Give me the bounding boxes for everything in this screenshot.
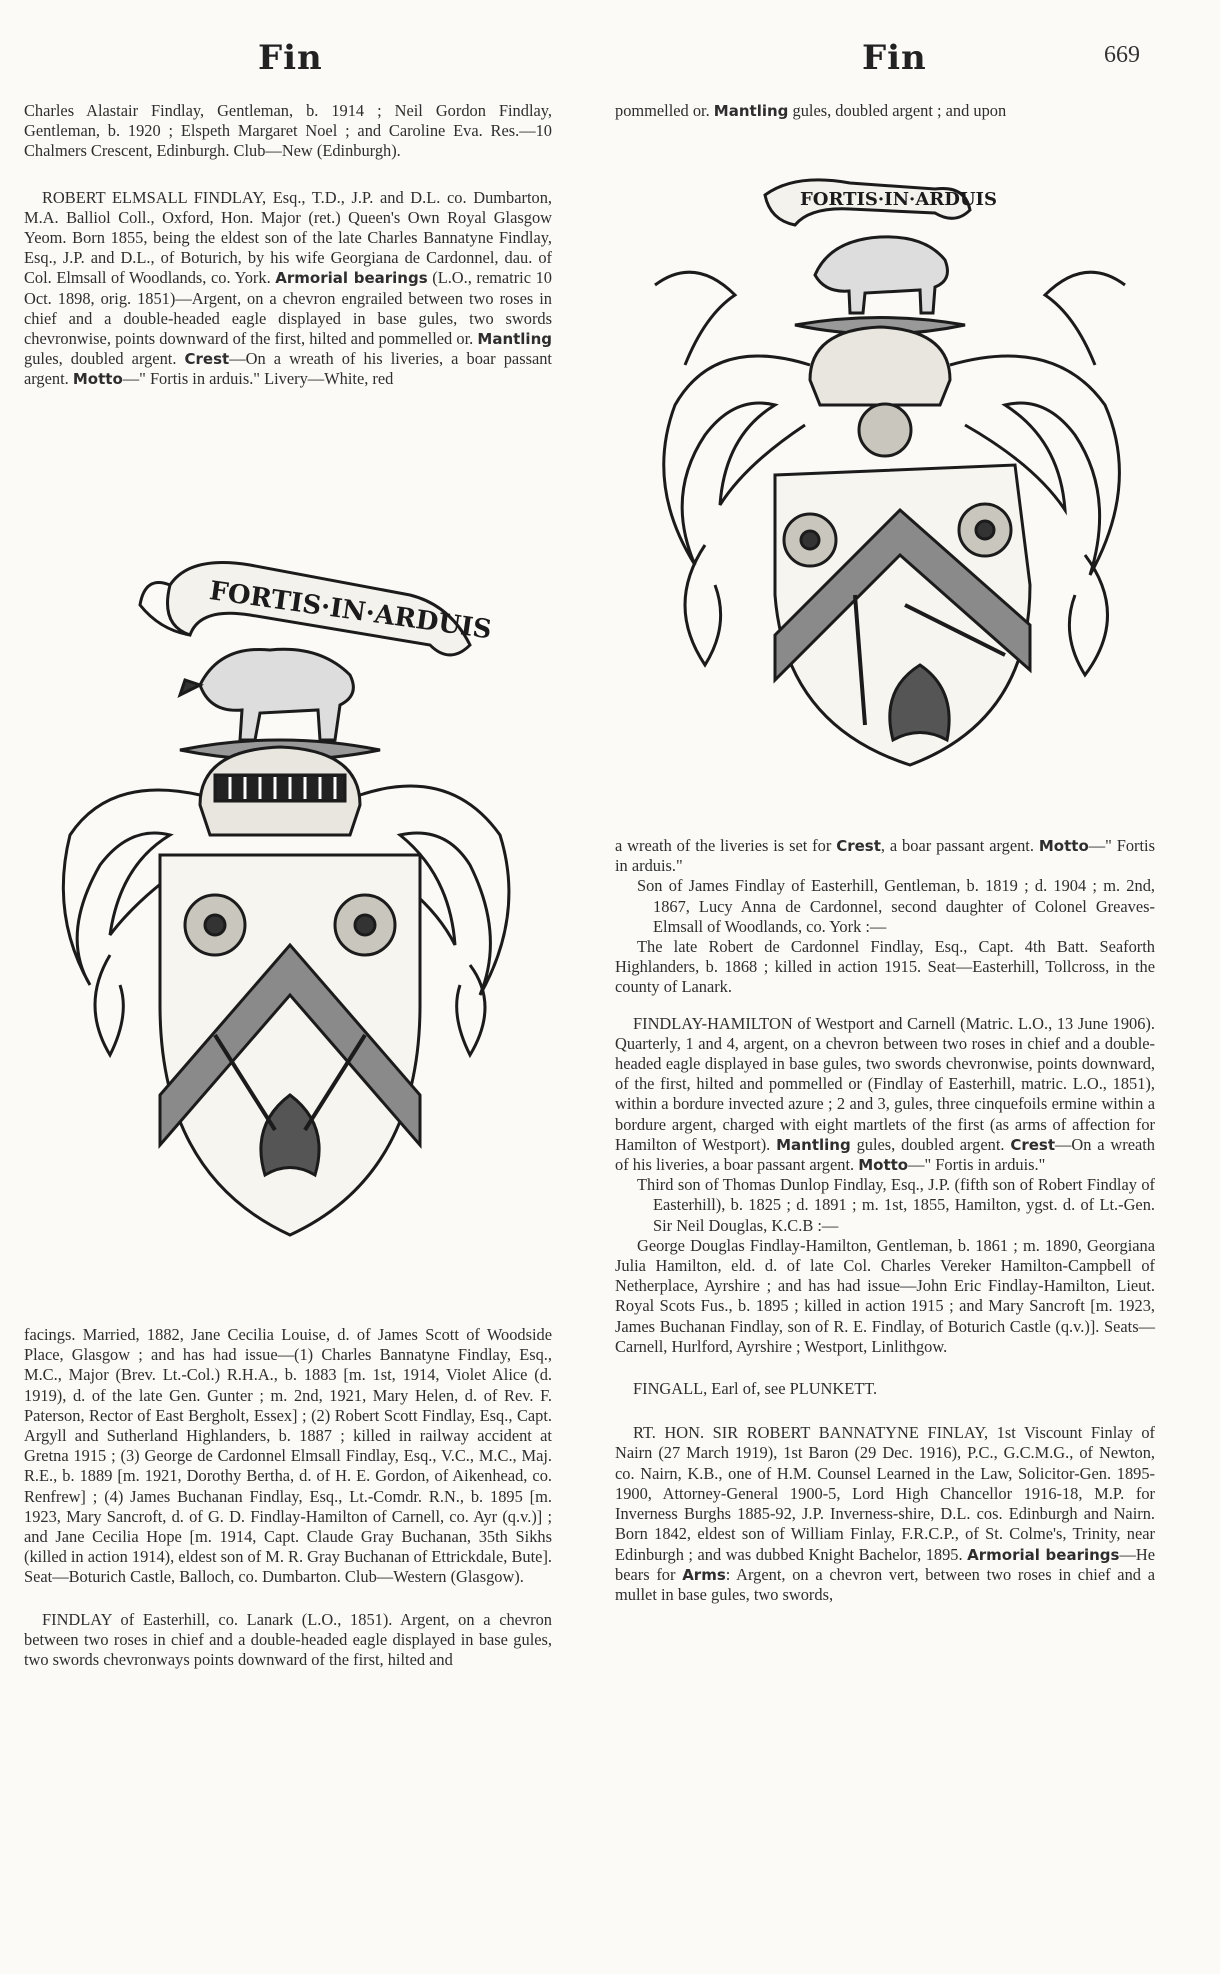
left-column-bottom <box>24 1325 552 1670</box>
mantling-label: Mantling <box>776 1135 851 1154</box>
entry-text: —" Fortis in arduis." Livery—White, red <box>122 369 394 389</box>
right-column-bottom <box>615 836 1155 1605</box>
motto-label: Motto <box>72 370 123 389</box>
entry-easterhill-crest <box>615 836 1155 876</box>
entry-text: —" Fortis in arduis." <box>908 1155 1046 1175</box>
entry-robert-elmsall-findlay <box>24 188 552 390</box>
entry-text: pommelled or. <box>615 101 710 120</box>
mantling-label: Mantling <box>713 102 789 120</box>
motto-scroll-text: FORTIS·IN·ARDUIS <box>800 189 997 210</box>
arms-label: Arms <box>682 1565 726 1584</box>
entry-text: gules, doubled argent. <box>24 349 177 369</box>
entry-findlay-easterhill: FINDLAY of Easterhill, co. Lanark (L.O., 1851). Argent, on a chevron between two roses in chief and a double-headed eagle displayed in base gules, two swords chevronways points downward of the first, hilted and <box>24 1609 552 1670</box>
left-column-top <box>24 101 552 390</box>
entry-text: FINDLAY-HAMILTON of Westport and Carnell (Matric. L.O., 13 June 1906). Quarterly, 1 and 4, argent, on a chevron between two roses in chief and a double-headed eagle displayed in base gules, two swords chevronwise, points downward, of the first, hilted and pommelled or (Findlay of Easterhill, matric. L.O., 1851), within a bordure invected azure ; 2 and 3, gules, three cinquefoils ermine within a bordure argent, charged with eight martlets of the first (as arms of affection for Hamilton of Westport). <box>615 1013 1155 1154</box>
entry-text: —On a wreath of his liveries, a boar passant argent. <box>615 1134 1155 1175</box>
entry-text: —He bears for <box>615 1544 1155 1584</box>
entry-text: a wreath of the liveries is set for <box>615 836 832 855</box>
entry-findlay-continued: Charles Alastair Findlay, Gentleman, b. 1914 ; Neil Gordon Findlay, Gentleman, b. 1920 ; Elspeth Margaret Noel ; and Caroline Eva. Res.—10 Chalmers Crescent, Edinburgh. Club—New (Edinburgh). <box>24 101 552 161</box>
right-column-top <box>615 101 1155 121</box>
mantling-label: Mantling <box>477 330 552 349</box>
entry-easterhill-continued <box>615 101 1155 121</box>
entry-fingall: FINGALL, Earl of, see PLUNKETT. <box>633 1379 878 1399</box>
entry-findlay-hamilton <box>615 1014 1155 1176</box>
entry-text: (L.O., rematric 10 Oct. 1898, orig. 1851)—Argent, on a chevron engrailed between two roses in chief and a double-headed eagle displayed in base gules, two swords chevronwise, points downward of the first, hilted and pommelled or. <box>24 268 552 349</box>
entry-text: : Argent, on a chevron vert, between two roses in chief and a mullet in base gules, two swords, <box>615 1564 1155 1604</box>
crest-label: Crest <box>836 837 881 855</box>
entry-george-douglas: George Douglas Findlay-Hamilton, Gentleman, b. 1861 ; m. 1890, Georgiana Julia Hamilton, eld. d. of late Col. Charles Vereker Hamilton-Campbell of Netherplace, Ayrshire ; and has had issue—John Eric Findlay-Hamilton, Lieut. Royal Scots Fus., b. 1895 ; killed in action 1915 ; and Mary Sancroft [m. 1923, James Buchanan Findlay, son of R. E. Findlay, of Boturich Castle (q.v.)]. Seats—Carnell, Hurlford, Ayrshire ; Westport, Linlithgow. <box>615 1235 1155 1356</box>
entry-robert-de-cardonnel: The late Robert de Cardonnel Findlay, Esq., Capt. 4th Batt. Seaforth Highlanders, b. 1868 ; killed in action 1915. Seat—Easterhill, Tollcross, in the county of Lanark. <box>615 937 1155 997</box>
entry-text: gules, doubled argent. <box>856 1134 1005 1154</box>
entry-text: —On a wreath of his liveries, a boar passant argent. <box>24 349 552 389</box>
entry-text: —" Fortis in arduis." <box>615 836 1155 876</box>
coat-of-arms-right <box>635 165 1155 780</box>
entry-robert-bannatyne-finlay <box>615 1423 1155 1605</box>
entry-son-of-james: Son of James Findlay of Easterhill, Gentleman, b. 1819 ; d. 1904 ; m. 2nd, 1867, Lucy Anna de Cardonnel, second daughter of Colonel Greaves-Elmsall of Woodlands, co. York :— <box>637 876 1155 936</box>
entry-text: RT. HON. SIR ROBERT BANNATYNE FINLAY, 1st Viscount Finlay of Nairn (27 March 1919), 1st Baron (29 Dec. 1916), P.C., G.C.M.G., of Newton, co. Nairn, K.B., one of H.M. Counsel Learned in the Law, Solicitor-Gen. 1895-1900, Attorney-General 1900-5, Lord High Chancellor 1916-18, M.P. for Inverness Burghs 1885-92, J.P. Inverness-shire, D.L. cos. Edinburgh and Nairn. Born 1842, eldest son of William Finlay, F.R.C.P., of St. Colme's, Trinity, near Edinburgh ; and was dubbed Knight Bachelor, 1895. <box>615 1423 1155 1564</box>
entry-text: gules, doubled argent ; and upon <box>792 101 1007 120</box>
entry-issue: facings. Married, 1882, Jane Cecilia Louise, d. of James Scott of Woodside Place, Glasgow ; and has had issue—(1) Charles Bannatyne Findlay, Esq., M.C., Major (Brev. Lt.-Col.) R.H.A., b. 1883 [m. 1st, 1914, Violet Alice (d. 1919), d. of the late Gen. Gunter ; m. 2nd, 1921, Mary Helen, d. of Rev. F. Paterson, Rector of East Bergholt, Essex] ; (2) Robert Scott Findlay, Esq., Capt. Argyll and Sutherland Highlanders, b. 1887 ; killed in railway accident at Gretna 1915 ; (3) George de Cardonnel Elmsall Findlay, Esq., V.C., M.C., Maj. R.E., b. 1889 [m. 1921, Dorothy Bertha, d. of H. E. Gordon, of Aikenhead, co. Renfrew] ; (4) James Buchanan Findlay, Esq., Lt.-Comdr. R.N., b. 1895 [m. 1923, Mary Sancroft, d. of G. D. Findlay-Hamilton of Carnell, co. Ayr (q.v.)] ; and Jane Cecilia Hope [m. 1914, Capt. Claude Gray Buchanan, 35th Sikhs (killed in action 1914), eldest son of M. R. Gray Buchanan of Ettrickdale, Bute]. Seat—Boturich Castle, Balloch, co. Dumbarton. Club—Western (Glasgow). <box>24 1325 553 1587</box>
running-head-right: Fin <box>862 38 927 78</box>
running-head-left: Fin <box>258 38 323 78</box>
entry-third-son: Third son of Thomas Dunlop Findlay, Esq., J.P. (fifth son of Robert Findlay of Easterhill), b. 1825 ; d. 1891 ; m. 1st, 1855, Hamilton, ygst. d. of Lt.-Gen. Sir Neil Douglas, K.C.B :— <box>637 1175 1155 1235</box>
armorial-bearings-label: Armorial bearings <box>275 269 428 288</box>
armorial-bearings-label: Armorial bearings <box>967 1545 1120 1564</box>
entry-text: , a boar passant argent. <box>880 836 1034 855</box>
coat-of-arms-left <box>50 535 530 1255</box>
crest-label: Crest <box>1010 1135 1056 1154</box>
motto-label: Motto <box>858 1156 909 1175</box>
entry-text: ROBERT ELMSALL FINDLAY, Esq., T.D., J.P. and D.L. co. Dumbarton, M.A. Balliol Coll., Oxford, Hon. Major (ret.) Queen's Own Royal Glasgow Yeom. Born 1855, being the eldest son of the late Charles Bannatyne Findlay, Esq., J.P. and D.L., of Boturich, by his wife Georgiana de Cardonnel, dau. of Col. Elmsall of Woodlands, co. York. <box>24 187 552 288</box>
page-number: 669 <box>1104 42 1140 68</box>
crest-label: Crest <box>184 350 230 369</box>
motto-scroll-text: FORTIS·IN·ARDUIS <box>207 576 494 646</box>
motto-label: Motto <box>1038 837 1089 855</box>
